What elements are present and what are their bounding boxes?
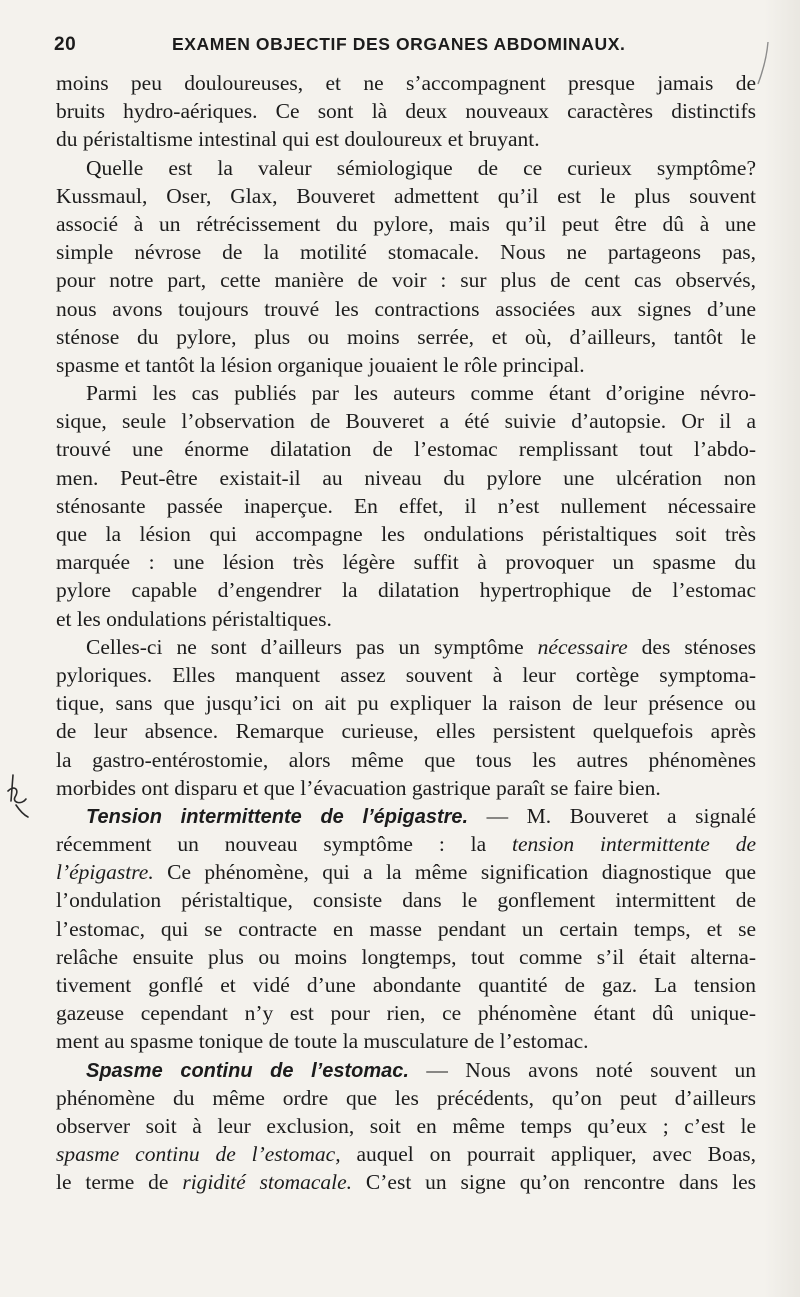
text-run: des sténoses bbox=[627, 634, 756, 659]
text-run: Ce phénomène, qui a la même signification diagnostique que bbox=[153, 860, 756, 885]
body-text bbox=[56, 69, 756, 1197]
text-line: de leur absence. Remarque curieuse, elles persistent quelquefois après bbox=[56, 719, 756, 744]
text-line: marquée : une lésion très légère suffit à provoquer un spasme du bbox=[56, 550, 756, 575]
text-line: Kussmaul, Oser, Glax, Bouveret admettent qu’il est le plus souvent bbox=[56, 183, 756, 208]
text-line: pyloriques. Elles manquent assez souvent à leur cortège symptoma- bbox=[56, 662, 756, 687]
page-number: 20 bbox=[54, 34, 77, 55]
text-line: trouvé une énorme dilatation de l’estomac remplissant tout l’abdo- bbox=[56, 437, 756, 462]
text-run: C’est un signe qu’on rencontre dans les bbox=[352, 1170, 756, 1195]
text-line: associé à un rétrécissement du pylore, mais qu’il peut être dû à une bbox=[56, 211, 756, 236]
italic-term: nécessaire bbox=[537, 634, 628, 659]
text-line bbox=[56, 858, 756, 886]
text-line: relâche ensuite plus ou moins longtemps, tout comme s’il était alterna- bbox=[56, 944, 756, 969]
text-line: l’ondulation péristaltique, consiste dans le gonflement intermittent de bbox=[56, 888, 756, 913]
text-line: moins peu douloureuses, et ne s’accompagnent presque jamais de bbox=[56, 71, 756, 95]
text-line bbox=[56, 1168, 756, 1196]
text-line bbox=[56, 633, 756, 661]
text-line: simple névrose de la motilité stomacale. Nous ne partageons pas, bbox=[56, 240, 756, 265]
text-run: récemment un nouveau symptôme : la bbox=[56, 832, 513, 857]
text-line: morbides ont disparu et que l’évacuation gastrique paraît se faire bien. bbox=[56, 775, 661, 800]
text-line: et les ondulations péristaltiques. bbox=[56, 606, 332, 631]
text-line: Quelle est la valeur sémiologique de ce curieux symptôme? bbox=[86, 155, 756, 180]
text-line: ment au spasme tonique de toute la musculature de l’estomac. bbox=[56, 1029, 589, 1054]
text-line: tivement gonflé et vidé d’une abondante quantité de gaz. La tension bbox=[56, 973, 756, 997]
text-line: pylore capable d’engendrer la dilatation hypertrophique de l’estomac bbox=[56, 578, 756, 603]
text-line: Parmi les cas publiés par les auteurs comme étant d’origine névro- bbox=[86, 381, 756, 406]
running-title: EXAMEN OBJECTIF DES ORGANES ABDOMINAUX. bbox=[172, 34, 626, 54]
text-line: sique, seule l’observation de Bouveret a été suivie d’autopsie. Or il a bbox=[56, 409, 756, 434]
handwritten-margin-note bbox=[4, 771, 32, 819]
text-run: le terme de bbox=[56, 1170, 183, 1195]
text-line bbox=[56, 830, 756, 858]
text-line: tique, sans que jusqu’ici on ait pu expliquer la raison de leur présence ou bbox=[56, 691, 756, 716]
text-line: que la lésion qui accompagne les ondulations péristaltiques soit très bbox=[56, 522, 756, 546]
italic-term: spasme continu de l’estomac, bbox=[56, 1142, 341, 1167]
italic-term: tension intermittente de bbox=[512, 832, 756, 857]
text-run: — M. Bouveret a signalé bbox=[468, 803, 757, 828]
section-heading-line bbox=[56, 1056, 756, 1084]
text-line: men. Peut-être existait-il au niveau du pylore une ulcération non bbox=[56, 465, 756, 490]
text-line: l’estomac, qui se contracte en masse pendant un certain temps, et se bbox=[56, 916, 756, 941]
italic-term: l’épigastre. bbox=[56, 860, 154, 885]
scan-edge-shading bbox=[764, 0, 800, 1297]
section-heading-line bbox=[56, 802, 756, 830]
text-line: du péristaltisme intestinal qui est douloureux et bruyant. bbox=[56, 127, 540, 152]
text-line: phénomène du même ordre que les précédents, qu’on peut d’ailleurs bbox=[56, 1085, 756, 1110]
page-header bbox=[54, 34, 754, 60]
text-line: nous avons toujours trouvé les contractions associées aux signes d’une bbox=[56, 296, 756, 321]
text-line: bruits hydro-aériques. Ce sont là deux nouveaux caractères distinctifs bbox=[56, 99, 756, 124]
text-line: gazeuse cependant n’y est pour rien, ce phénomène étant dû unique- bbox=[56, 1001, 756, 1026]
italic-term: rigidité stomacale. bbox=[182, 1170, 353, 1195]
text-run: — Nous avons noté souvent un bbox=[408, 1057, 757, 1082]
text-run: auquel on pourrait appliquer, avec Boas, bbox=[340, 1142, 757, 1167]
text-line: sténosante passée inaperçue. En effet, il n’est nullement nécessaire bbox=[56, 493, 756, 518]
section-heading: Tension intermittente de l’épigastre. bbox=[86, 805, 469, 828]
text-line: spasme et tantôt la lésion organique jouaient le rôle principal. bbox=[56, 352, 585, 377]
text-run: Celles-ci ne sont d’ailleurs pas un symptôme bbox=[86, 634, 538, 659]
section-heading: Spasme continu de l’estomac. bbox=[86, 1059, 409, 1082]
text-line: la gastro-entérostomie, alors même que tous les autres phénomènes bbox=[56, 747, 756, 772]
text-line: pour notre part, cette manière de voir : sur plus de cent cas observés, bbox=[56, 268, 756, 293]
text-line: sténose du pylore, plus ou moins serrée, et où, d’ailleurs, tantôt le bbox=[56, 324, 756, 349]
text-line: observer soit à leur exclusion, soit en même temps qu’eux ; c’est le bbox=[56, 1113, 756, 1138]
text-line bbox=[56, 1140, 756, 1168]
